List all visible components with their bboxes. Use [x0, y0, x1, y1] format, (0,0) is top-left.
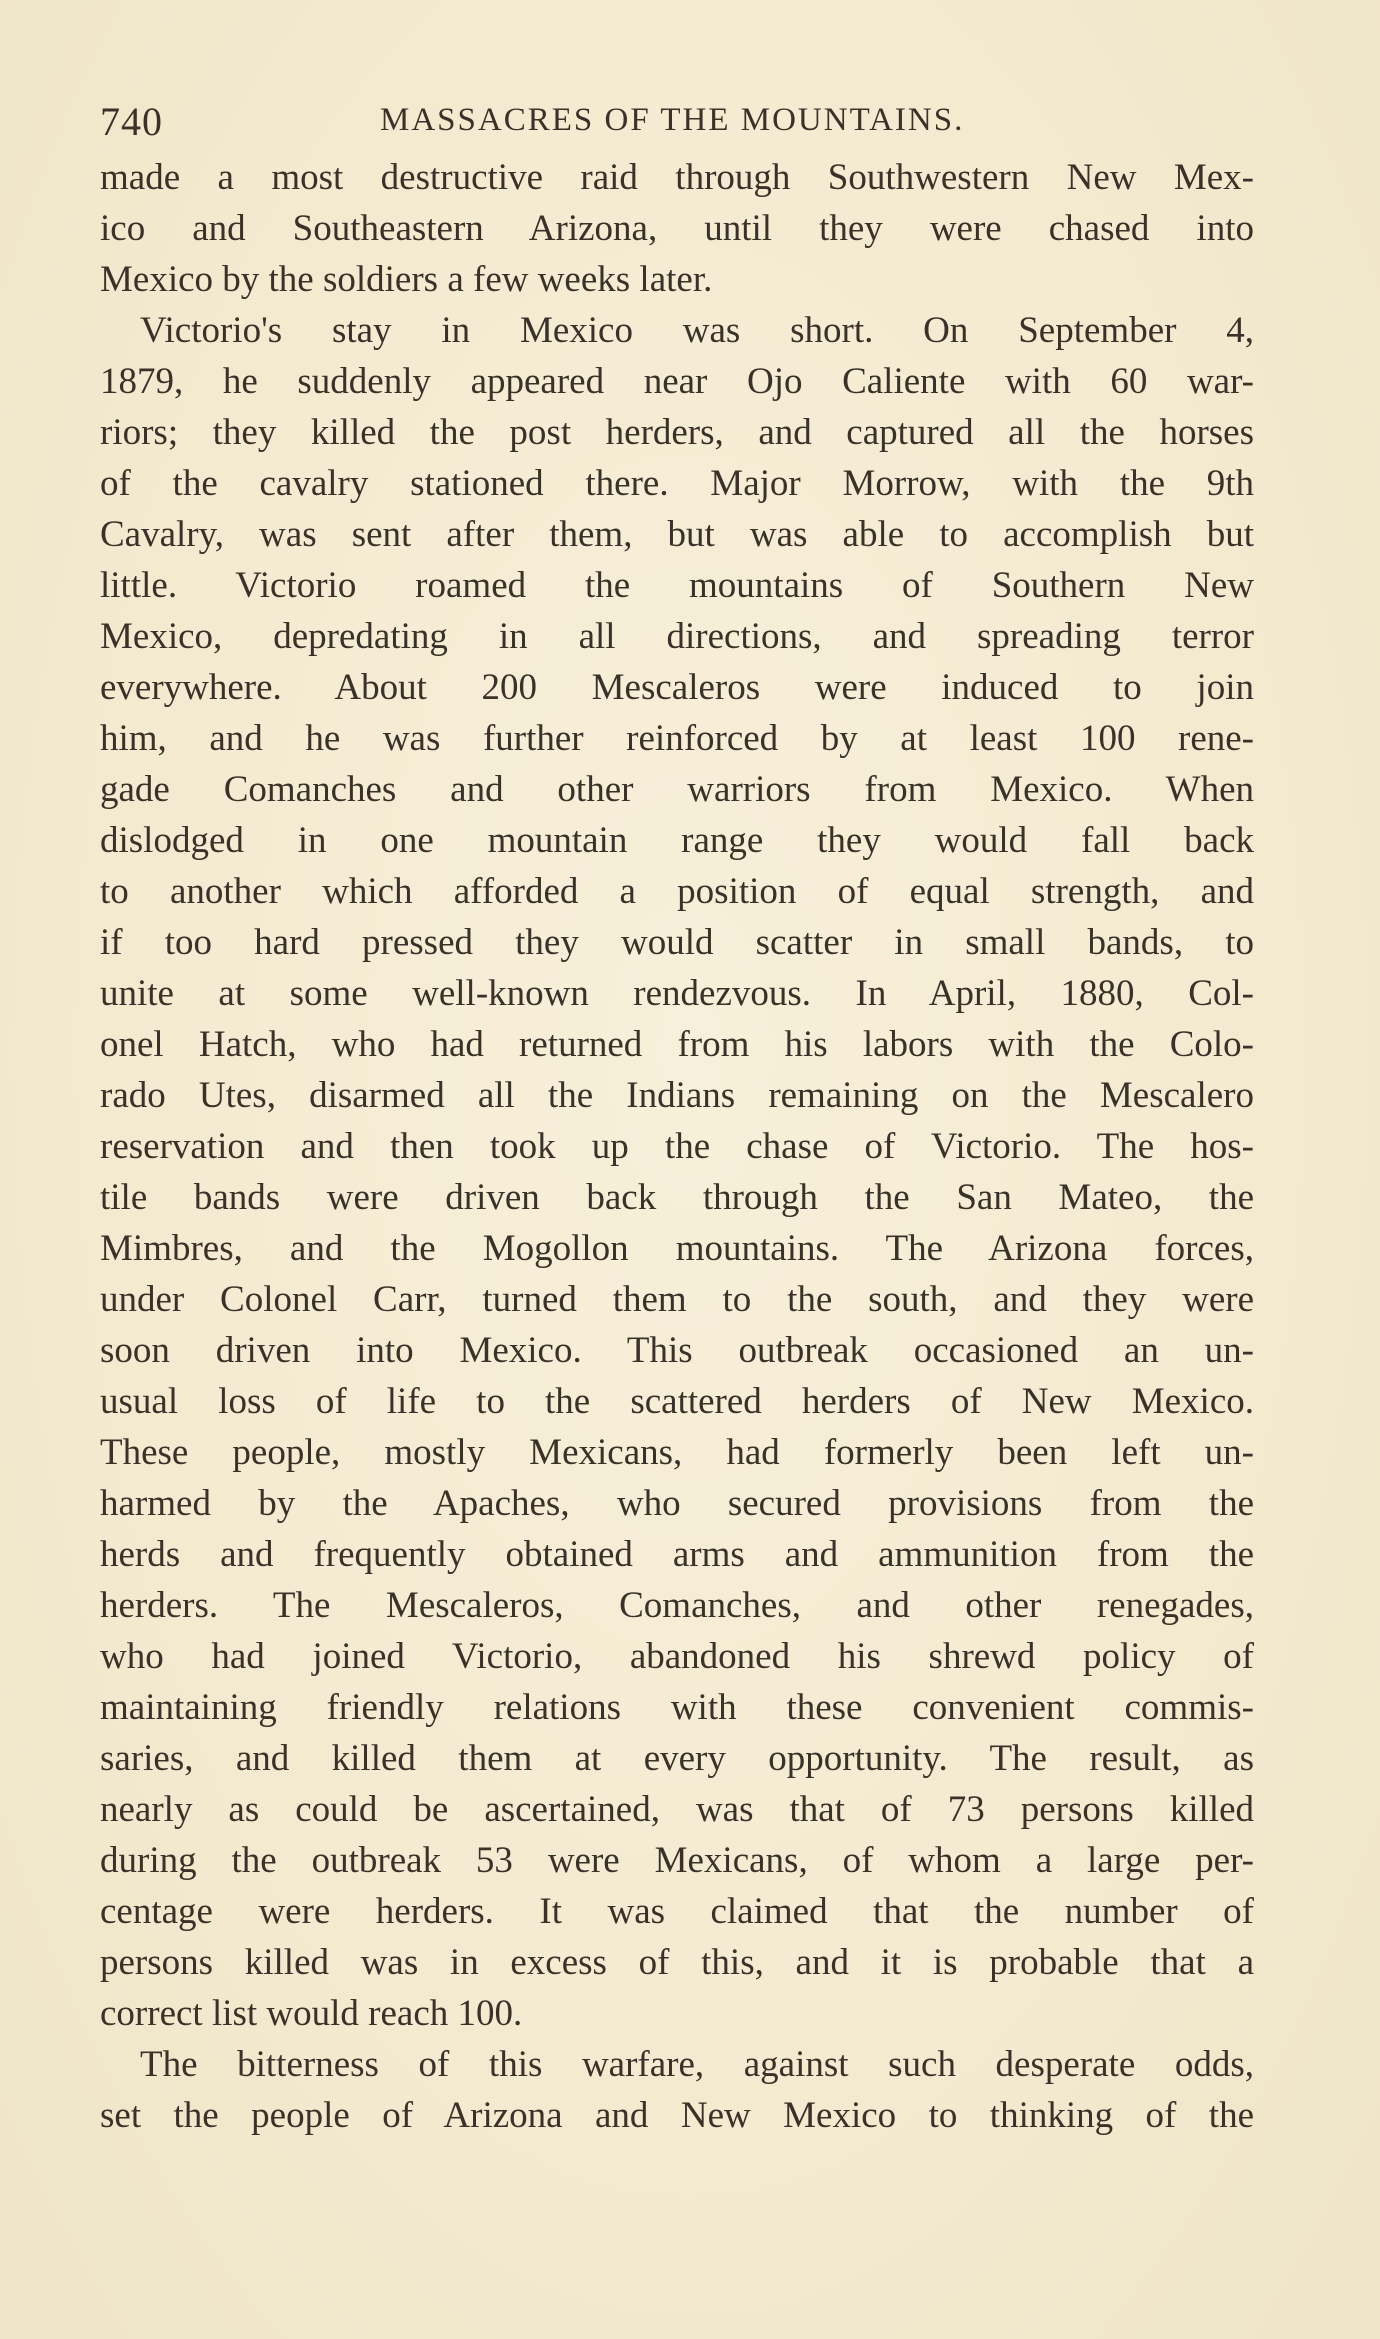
text-line: riors; they killed the post herders, and captured all the horses: [100, 412, 1254, 453]
text-line: him, and he was further reinforced by at least 100 rene-: [100, 718, 1254, 759]
text-line: Mimbres, and the Mogollon mountains. The Arizona forces,: [100, 1228, 1254, 1269]
text-line: herders. The Mescaleros, Comanches, and other renegades,: [100, 1585, 1254, 1626]
text-line: nearly as could be ascertained, was that of 73 persons killed: [100, 1789, 1254, 1830]
text-line: to another which afforded a position of equal strength, and: [100, 871, 1254, 912]
text-line: persons killed was in excess of this, and it is probable that a: [100, 1942, 1254, 1983]
text-line: of the cavalry stationed there. Major Morrow, with the 9th: [100, 463, 1254, 504]
text-line: centage were herders. It was claimed that the number of: [100, 1891, 1254, 1932]
text-line: Victorio's stay in Mexico was short. On September 4,: [140, 310, 1254, 351]
text-line: saries, and killed them at every opportunity. The result, as: [100, 1738, 1254, 1779]
text-line: onel Hatch, who had returned from his labors with the Colo-: [100, 1024, 1254, 1065]
text-line: gade Comanches and other warriors from Mexico. When: [100, 769, 1254, 810]
text-line: under Colonel Carr, turned them to the south, and they were: [100, 1279, 1254, 1320]
text-line: The bitterness of this warfare, against such desperate odds,: [140, 2044, 1254, 2085]
text-line: tile bands were driven back through the San Mateo, the: [100, 1177, 1254, 1218]
text-line: Mexico by the soldiers a few weeks later.: [100, 259, 713, 300]
text-line: 1879, he suddenly appeared near Ojo Caliente with 60 war-: [100, 361, 1254, 402]
text-line: Mexico, depredating in all directions, and spreading terror: [100, 616, 1254, 657]
text-line: usual loss of life to the scattered herders of New Mexico.: [100, 1381, 1254, 1422]
text-line: These people, mostly Mexicans, had formerly been left un-: [100, 1432, 1254, 1473]
text-line: little. Victorio roamed the mountains of Southern New: [100, 565, 1254, 606]
page-number: 740: [100, 99, 163, 144]
running-title: MASSACRES OF THE MOUNTAINS.: [380, 102, 965, 138]
text-line: ico and Southeastern Arizona, until they were chased into: [100, 208, 1254, 249]
text-line: harmed by the Apaches, who secured provisions from the: [100, 1483, 1254, 1524]
text-line: Cavalry, was sent after them, but was able to accomplish but: [100, 514, 1254, 555]
text-line: maintaining friendly relations with these convenient commis-: [100, 1687, 1254, 1728]
text-line: if too hard pressed they would scatter in small bands, to: [100, 922, 1254, 963]
text-line: unite at some well-known rendezvous. In April, 1880, Col-: [100, 973, 1254, 1014]
text-line: who had joined Victorio, abandoned his shrewd policy of: [100, 1636, 1254, 1677]
text-line: set the people of Arizona and New Mexico to thinking of the: [100, 2095, 1254, 2136]
text-line: herds and frequently obtained arms and ammunition from the: [100, 1534, 1254, 1575]
running-head: [100, 98, 1260, 148]
text-line: soon driven into Mexico. This outbreak occasioned an un-: [100, 1330, 1254, 1371]
body-text: [100, 152, 1254, 2141]
text-line: dislodged in one mountain range they would fall back: [100, 820, 1254, 861]
text-line: everywhere. About 200 Mescaleros were induced to join: [100, 667, 1254, 708]
text-line: made a most destructive raid through Southwestern New Mex-: [100, 157, 1254, 198]
text-line: during the outbreak 53 were Mexicans, of whom a large per-: [100, 1840, 1254, 1881]
text-line: rado Utes, disarmed all the Indians remaining on the Mescalero: [100, 1075, 1254, 1116]
text-line: reservation and then took up the chase of Victorio. The hos-: [100, 1126, 1254, 1167]
text-line: correct list would reach 100.: [100, 1993, 523, 2034]
